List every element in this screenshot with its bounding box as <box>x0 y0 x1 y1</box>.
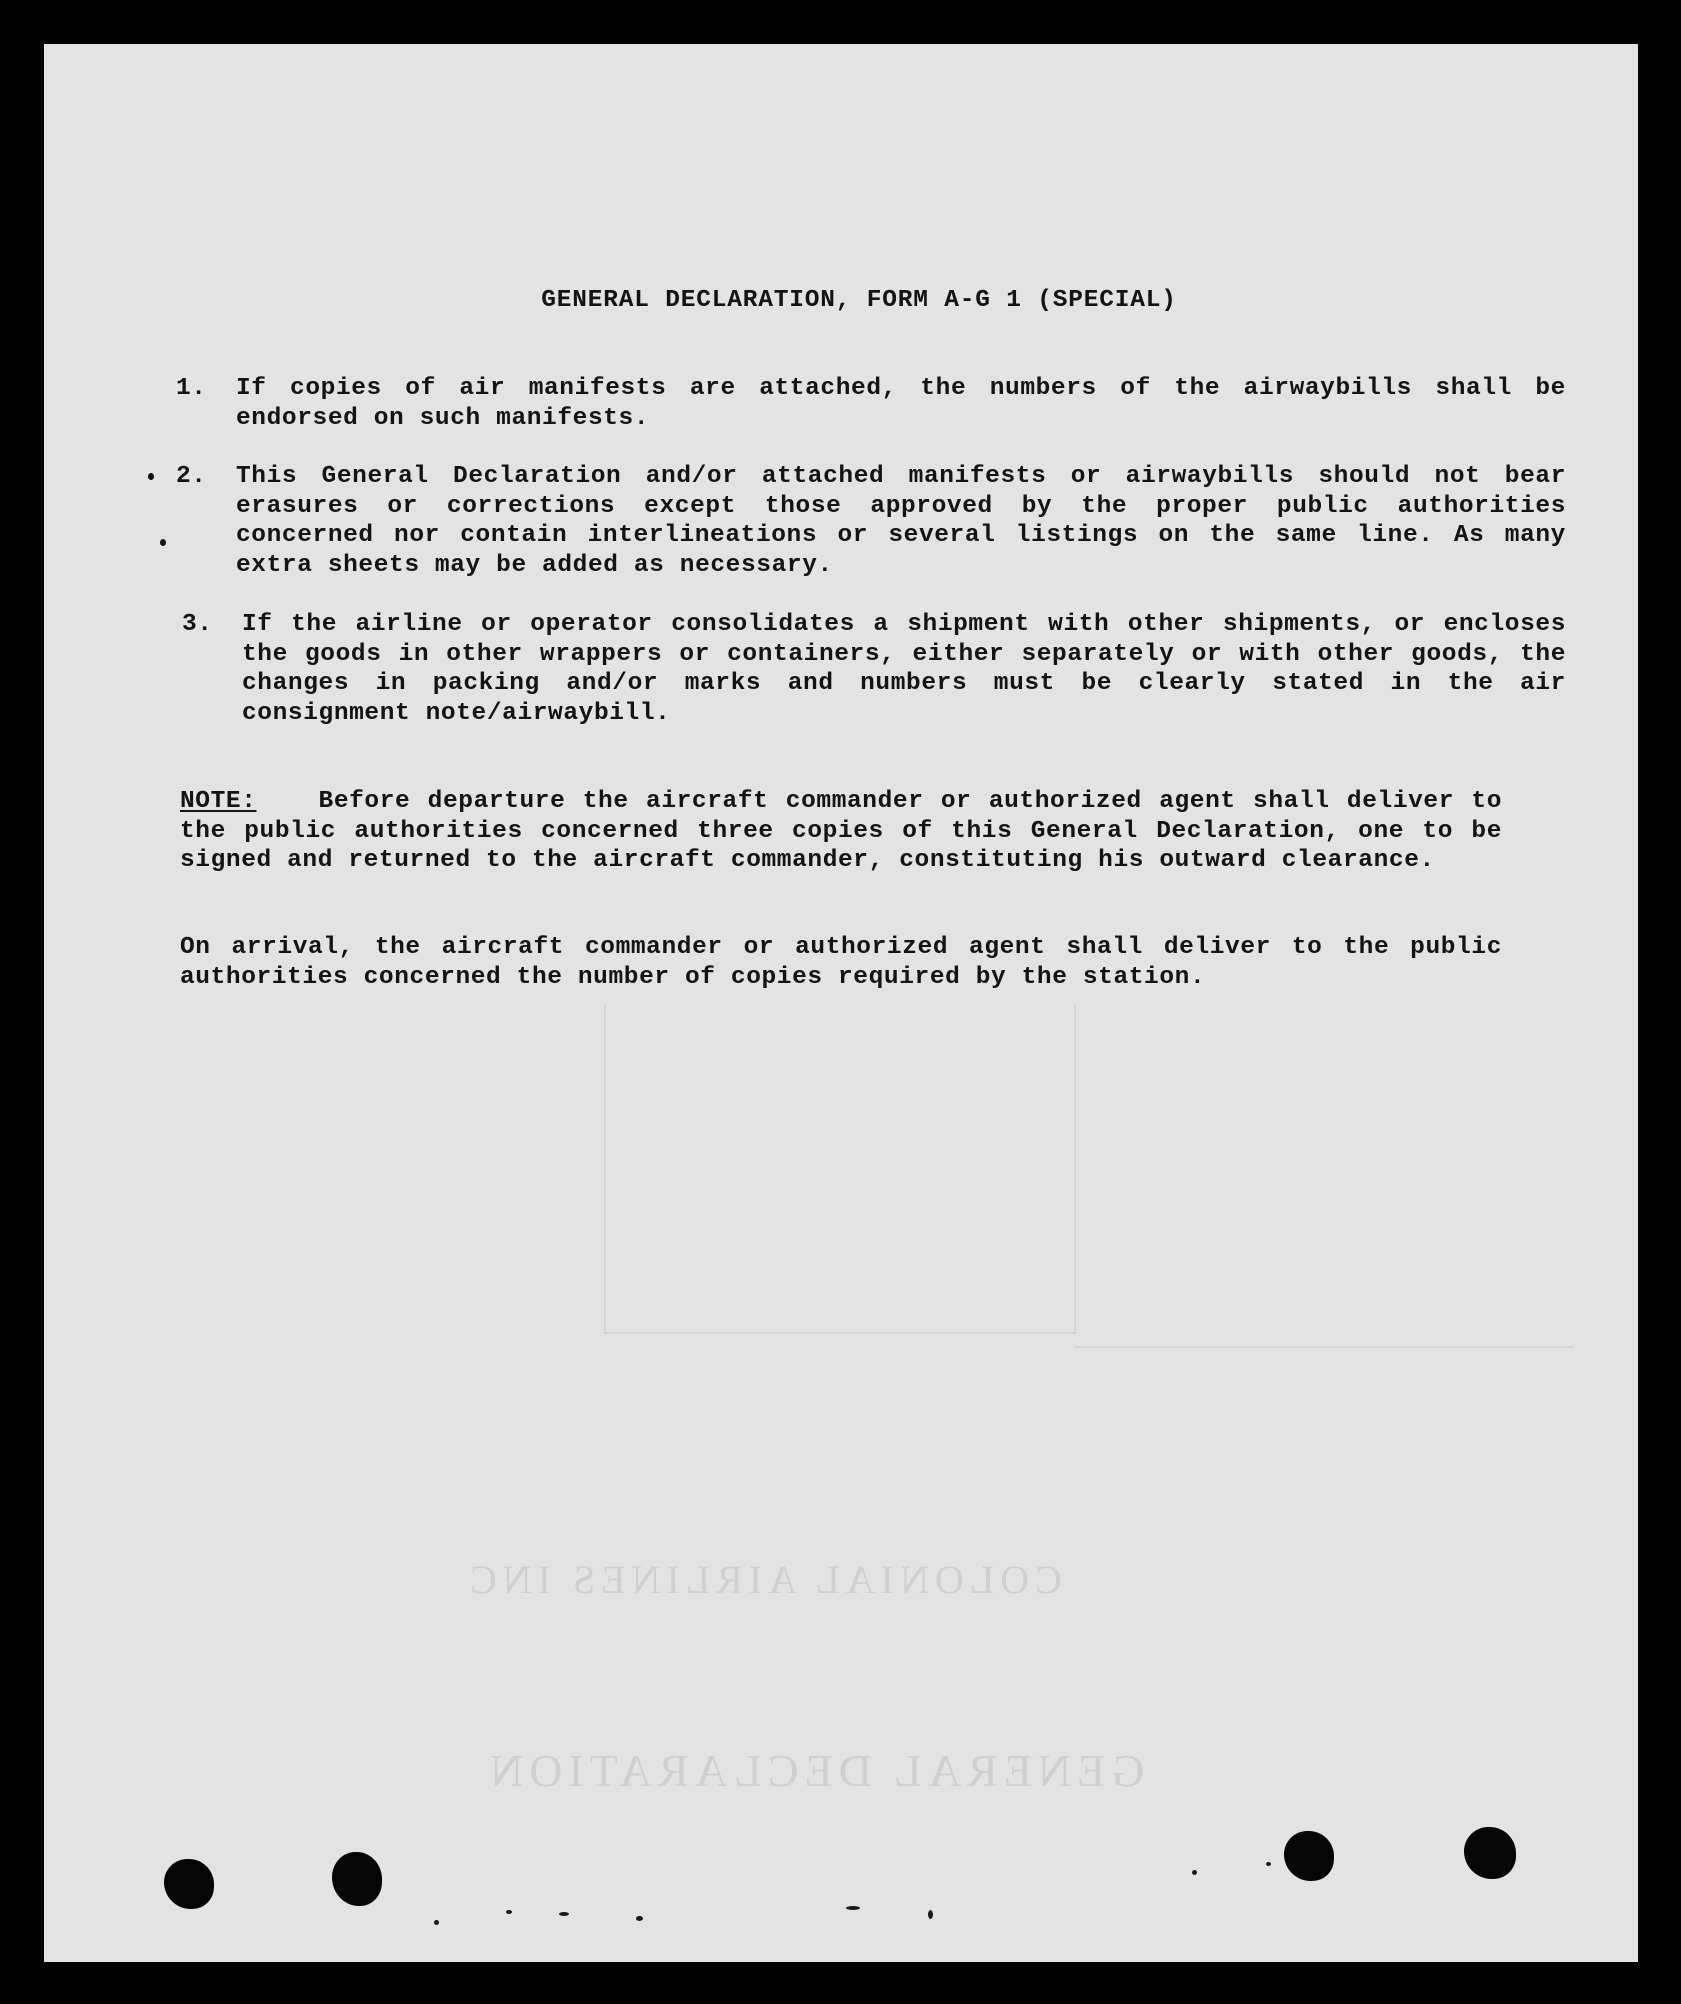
speck <box>559 1912 569 1916</box>
item-number: 3. <box>182 611 213 638</box>
note-paragraph <box>180 787 1502 876</box>
instruction-item <box>176 374 1566 433</box>
margin-dot <box>160 539 166 546</box>
instruction-item <box>176 462 1566 580</box>
speck <box>506 1910 512 1914</box>
bleed-through-rule <box>604 1332 1076 1334</box>
item-text: If the airline or operator consolidates a shipment with other shipments, or encloses the goods in other wrappers or containers, either separately or with other goods, the changes in packing and/or marks and numbers must be clearly stated in the air consignment note/airwaybill. <box>242 611 1566 727</box>
speck <box>928 1910 933 1919</box>
bleed-through-rule <box>604 1004 606 1334</box>
item-text: This General Declaration and/or attached manifests or airwaybills should not bear erasures or corrections except those approved by the proper public authorities concerned nor contain interlineations or several listings on the same line. As many extra sheets may be added as necessary. <box>236 463 1566 579</box>
item-number: 2. <box>176 463 207 490</box>
speck <box>636 1916 643 1921</box>
note-text: Before departure the aircraft commander or authorized agent shall deliver to the public authorities concerned three copies of this General Declaration, one to be signed and returned to the aircraft commander, constituting his outward clearance. <box>180 788 1502 874</box>
speck <box>434 1920 439 1925</box>
speck <box>1266 1862 1271 1866</box>
speck <box>1192 1870 1197 1875</box>
item-text: If copies of air manifests are attached, the numbers of the airwaybills shall be endorsed on such manifests. <box>236 375 1566 432</box>
bleed-through-heading: GENERAL DECLARATION <box>484 1745 1145 1796</box>
instruction-item <box>176 610 1566 728</box>
item-number: 1. <box>176 375 207 402</box>
speck <box>846 1906 860 1910</box>
margin-dot <box>148 473 154 480</box>
punch-hole <box>332 1852 382 1906</box>
bleed-through-company: COLONIAL AIRLINES INC <box>464 1557 1062 1602</box>
arrival-paragraph: On arrival, the aircraft commander or authorized agent shall deliver to the public authorities concerned the number of copies required by the station. <box>180 934 1502 991</box>
punch-hole <box>1464 1827 1516 1879</box>
bleed-through-rule <box>1074 1346 1574 1348</box>
document-page <box>44 44 1638 1962</box>
form-title: GENERAL DECLARATION, FORM A-G 1 (SPECIAL) <box>541 287 1177 314</box>
punch-hole <box>164 1859 214 1909</box>
bleed-through-rule <box>1074 1004 1076 1334</box>
punch-hole <box>1284 1831 1334 1881</box>
note-label: NOTE: <box>180 788 257 815</box>
